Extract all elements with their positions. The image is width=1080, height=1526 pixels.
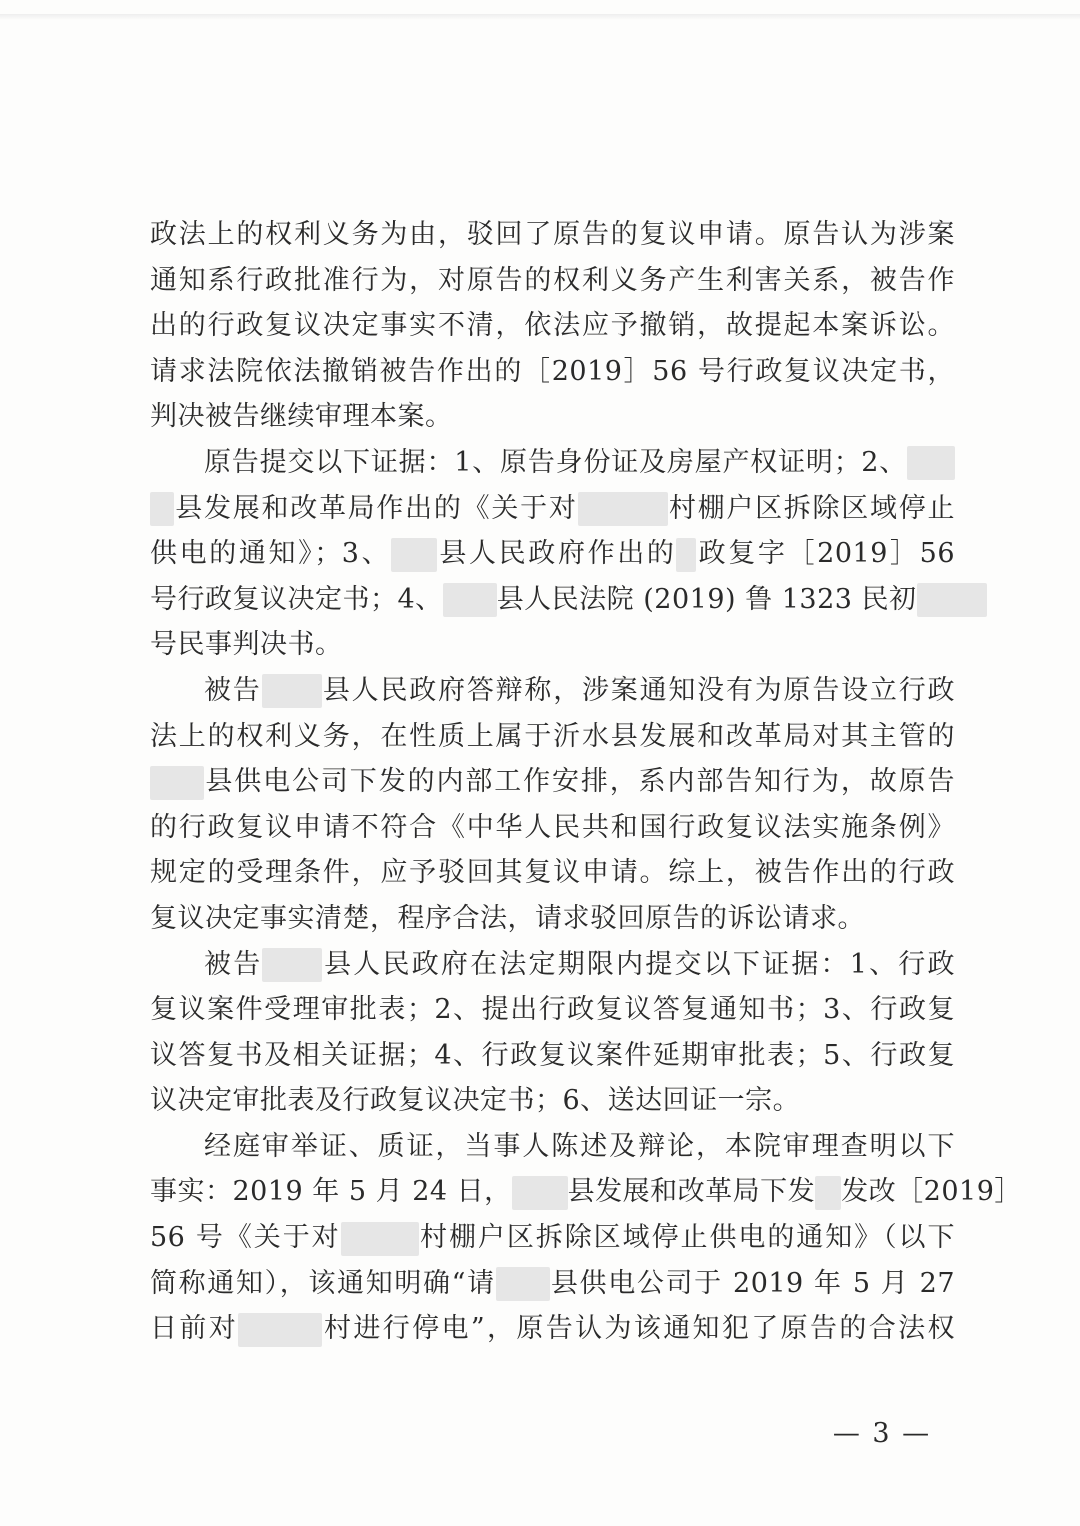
text-segment: 县发展和改革局作出的《关于对 bbox=[174, 492, 578, 524]
text-segment: 村进行停电”，原告认为该通知犯了原告的合法权 bbox=[322, 1313, 955, 1345]
text-line bbox=[150, 577, 955, 623]
text-line: 政法上的权利义务为由，驳回了原告的复议申请。原告认为涉案 bbox=[150, 219, 955, 250]
text-line: 议答复书及相关证据；4、行政复议案件延期审批表；5、行政复 bbox=[150, 1039, 955, 1071]
redaction-block bbox=[907, 446, 955, 480]
text-segment: 56 号《关于对 bbox=[150, 1222, 341, 1254]
text-line: 复议决定事实清楚，程序合法，请求驳回原告的诉讼请求。 bbox=[150, 902, 865, 934]
text-line: 出的行政复议决定事实不清，依法应予撤销，故提起本案诉讼。 bbox=[150, 310, 955, 342]
text-line bbox=[150, 942, 955, 988]
redaction-block bbox=[917, 583, 987, 617]
text-segment: 县供电公司于 2019 年 5 月 27 bbox=[549, 1267, 955, 1299]
text-line bbox=[150, 1261, 955, 1307]
document-body bbox=[150, 212, 1022, 1352]
text-line: 请求法院依法撤销被告作出的［2019］56 号行政复议决定书， bbox=[150, 355, 955, 387]
text-segment: 县人民政府答辩称，涉案通知没有为原告设立行政 bbox=[321, 674, 956, 706]
text-line bbox=[150, 531, 955, 577]
text-segment: 村棚户区拆除区域停止 bbox=[667, 492, 956, 524]
text-segment: 县发展和改革局下发 bbox=[567, 1176, 816, 1208]
redaction-block bbox=[391, 538, 437, 572]
text-line bbox=[150, 1215, 955, 1261]
redaction-block bbox=[341, 1222, 419, 1256]
text-segment: 被告 bbox=[204, 948, 263, 980]
redaction-block bbox=[676, 538, 696, 572]
text-line: 法上的权利义务，在性质上属于沂水县发展和改革局对其主管的 bbox=[150, 720, 955, 752]
redaction-block bbox=[443, 583, 497, 617]
text-line bbox=[150, 1306, 955, 1352]
text-line bbox=[150, 1169, 1022, 1215]
text-segment: 事实：2019 年 5 月 24 日， bbox=[150, 1176, 512, 1208]
text-line bbox=[150, 440, 955, 486]
text-line bbox=[150, 759, 955, 805]
text-segment: 县供电公司下发的内部工作安排，系内部告知行为，故原告 bbox=[204, 766, 955, 798]
text-line: 的行政复议申请不符合《中华人民共和国行政复议法实施条例》 bbox=[150, 811, 955, 843]
text-line: 判决被告继续审理本案。 bbox=[150, 401, 453, 433]
redaction-block bbox=[238, 1313, 322, 1347]
text-line: 经庭审举证、质证，当事人陈述及辩论，本院审理查明以下 bbox=[204, 1130, 955, 1162]
text-segment: 原告提交以下证据：1、原告身份证及房屋产权证明；2、 bbox=[204, 446, 907, 478]
redaction-block bbox=[496, 1267, 550, 1301]
text-segment: 县人民政府作出的 bbox=[437, 538, 677, 570]
redaction-block bbox=[262, 674, 322, 708]
redaction-block bbox=[578, 492, 668, 526]
text-segment: 县人民政府在法定期限内提交以下证据：1、行政 bbox=[322, 948, 955, 980]
page-number: — 3 — bbox=[832, 1418, 932, 1449]
text-line bbox=[150, 486, 955, 532]
redaction-block bbox=[512, 1176, 568, 1210]
text-line bbox=[150, 668, 955, 714]
redaction-block bbox=[150, 766, 204, 800]
redaction-block bbox=[262, 948, 322, 982]
text-segment: 简称通知），该通知明确“请 bbox=[150, 1267, 496, 1299]
text-line: 规定的受理条件，应予驳回其复议申请。综上，被告作出的行政 bbox=[150, 857, 955, 889]
text-segment: 日前对 bbox=[150, 1313, 239, 1345]
text-segment: 被告 bbox=[204, 674, 262, 706]
text-line: 号民事判决书。 bbox=[150, 629, 343, 661]
text-line: 通知系行政批准行为，对原告的权利义务产生利害关系，被告作 bbox=[150, 264, 955, 296]
text-segment: 村棚户区拆除区域停止供电的通知》（以下 bbox=[418, 1222, 955, 1254]
text-line: 议决定审批表及行政复议决定书；6、送达回证一宗。 bbox=[150, 1085, 801, 1117]
text-segment: 发改［2019］ bbox=[841, 1176, 1022, 1208]
text-segment: 供电的通知》；3、 bbox=[150, 538, 392, 570]
text-segment: 政复字［2019］56 bbox=[696, 538, 955, 570]
redaction-block bbox=[815, 1176, 841, 1210]
text-line: 复议案件受理审批表；2、提出行政复议答复通知书；3、行政复 bbox=[150, 994, 955, 1026]
text-segment: 号行政复议决定书；4、 bbox=[150, 583, 443, 615]
redaction-block bbox=[150, 492, 174, 526]
text-segment: 县人民法院 (2019) 鲁 1323 民初 bbox=[496, 583, 917, 615]
scan-top-edge bbox=[0, 14, 1080, 20]
